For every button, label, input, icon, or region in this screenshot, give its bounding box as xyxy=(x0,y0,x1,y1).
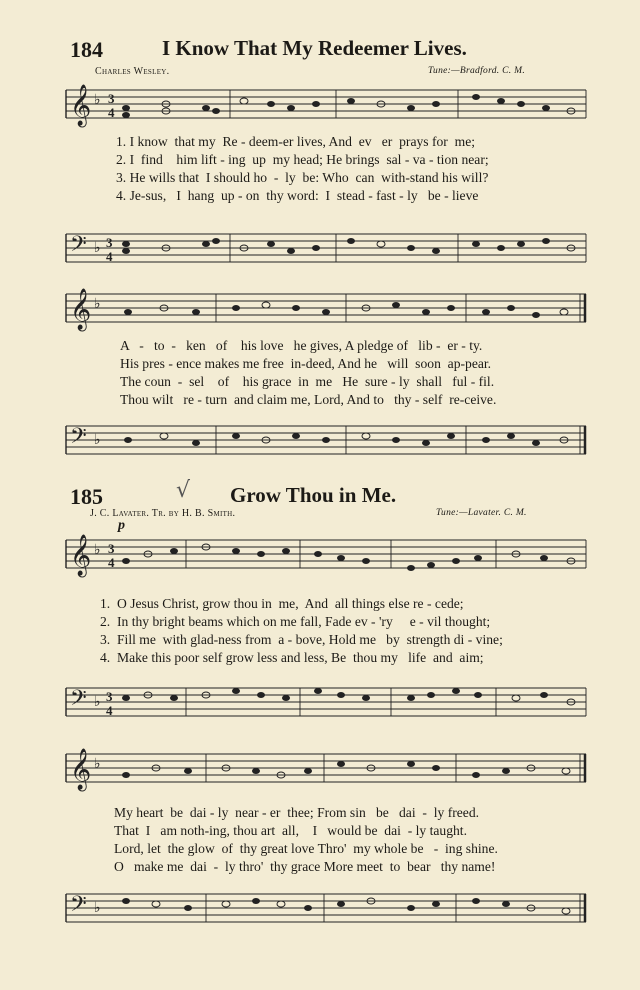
verse-line: 2. In thy bright beams which on me fall, Fade ev - 'ry e - vil thought; xyxy=(100,614,491,629)
svg-text:♭: ♭ xyxy=(94,93,101,108)
svg-text:4: 4 xyxy=(108,105,115,120)
treble-clef-icon: 𝄞 xyxy=(70,749,92,790)
hymn-title: Grow Thou in Me. xyxy=(230,483,397,507)
hymn-author: Charles Wesley. xyxy=(95,66,170,77)
treble-clef-icon: 𝄞 xyxy=(70,289,92,330)
hymn-author: J. C. Lavater. Tr. by H. B. Smith. xyxy=(90,508,236,519)
bass-clef-icon: 𝄢 xyxy=(70,686,87,716)
treble-staff xyxy=(66,84,588,134)
svg-text:♭: ♭ xyxy=(94,433,101,448)
verse-line: My heart be dai - ly near - er thee; From sin be dai - ly freed. xyxy=(114,805,480,820)
treble-clef-icon: 𝄞 xyxy=(70,535,92,576)
treble-staff xyxy=(66,744,588,800)
verse-line: 1. I know that my Re - deem-er lives, And ev er prays for me; xyxy=(116,134,476,149)
verse-line: 4. Je-sus, I hang up - on thy word: I stead - fast - ly be - lieve xyxy=(116,188,479,203)
verse-line: His pres - ence makes me free in-deed, And he will soon ap-pear. xyxy=(120,356,492,371)
verse-line: 1. O Jesus Christ, grow thou in me, And all things else re - cede; xyxy=(100,596,464,611)
svg-text:4: 4 xyxy=(106,249,113,264)
hymn-number: 185 xyxy=(70,484,103,509)
svg-text:♭: ♭ xyxy=(94,695,101,710)
svg-text:♭: ♭ xyxy=(94,543,101,558)
verse-line: O make me dai - ly thro' thy grace More meet to bear thy name! xyxy=(114,859,496,874)
treble-clef-icon: 𝄞 xyxy=(70,85,92,126)
dynamic-marking: p xyxy=(118,518,125,533)
bass-staff xyxy=(66,668,588,738)
verse-line: Lord, let the glow of thy great love Thro' my whole be - ing shine. xyxy=(114,841,498,856)
svg-text:3: 3 xyxy=(106,235,113,250)
verse-line: 4. Make this poor self grow less and less, Be thou my life and aim; xyxy=(100,650,484,665)
verse-line: 3. He wills that I should ho - ly be: Who can with-stand his will? xyxy=(116,170,489,185)
bass-staff xyxy=(66,880,588,940)
bass-clef-icon: 𝄢 xyxy=(70,424,87,454)
svg-text:3: 3 xyxy=(108,91,115,106)
hymn-tune: Tune:—Lavater. C. M. xyxy=(436,508,527,518)
bass-staff xyxy=(66,410,588,470)
svg-text:♭: ♭ xyxy=(94,901,101,916)
hymn-tune: Tune:—Bradford. C. M. xyxy=(428,66,525,76)
hymn-title: I Know That My Redeemer Lives. xyxy=(162,36,467,60)
verse-line: A - to - ken of his love he gives, A pledge of lib - er - ty. xyxy=(120,338,483,353)
verse-line: 3. Fill me with glad-ness from a - bove, Hold me by strength di - vine; xyxy=(100,632,503,647)
check-mark-icon: √ xyxy=(176,478,191,503)
verse-line: 2. I find him lift - ing up my head; He brings sal - va - tion near; xyxy=(116,152,489,167)
bass-staff xyxy=(66,222,588,272)
hymn-number: 184 xyxy=(70,37,103,62)
treble-staff xyxy=(66,288,588,338)
svg-text:♭: ♭ xyxy=(94,297,101,312)
svg-text:♭: ♭ xyxy=(94,757,101,772)
verse-line: That I am noth-ing, thou art all, I would be dai - ly taught. xyxy=(114,823,467,838)
verse-line: The coun - sel of his grace in me He sure - ly shall ful - fil. xyxy=(120,374,495,389)
svg-text:4: 4 xyxy=(108,555,115,570)
svg-text:♭: ♭ xyxy=(94,241,101,256)
svg-text:3: 3 xyxy=(108,541,115,556)
svg-text:3: 3 xyxy=(106,689,113,704)
bass-clef-icon: 𝄢 xyxy=(70,892,87,922)
svg-text:4: 4 xyxy=(106,703,113,718)
treble-staff xyxy=(66,532,588,588)
bass-clef-icon: 𝄢 xyxy=(70,232,87,262)
verse-line: Thou wilt re - turn and claim me, Lord, And to thy - self re-ceive. xyxy=(120,392,497,407)
